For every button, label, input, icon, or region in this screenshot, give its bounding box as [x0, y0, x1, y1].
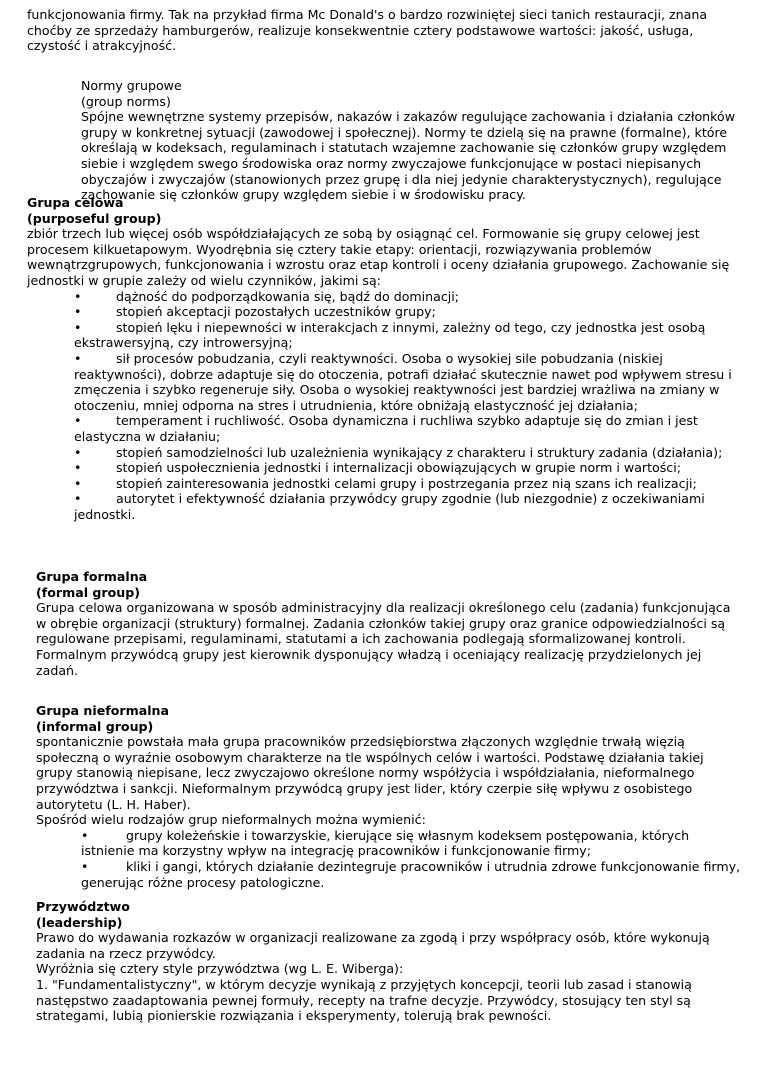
list-item — [74, 320, 743, 351]
formal-group-subtitle: (formal group) — [36, 584, 141, 600]
section-leadership — [36, 899, 744, 1024]
factor-text: dążność do podporządkowania się, bądź do dominacji; — [116, 288, 460, 304]
informal-type-text: kliki i gangi, których działanie dezintegruje pracowników i utrudnia zdrowe funkcjonowanie firmy, generując różne procesy patologiczne. — [81, 858, 741, 890]
list-item — [74, 445, 743, 461]
informal-type-text: grupy koleżeńskie i towarzyskie, kierujące się własnym kodeksem postępowania, których istnienie ma korzystny wpływ na integrację pracowników i funkcjonowanie firmy; — [81, 827, 690, 859]
purposeful-group-body: zbiór trzech lub więcej osób współdziałających ze sobą by osiągnąć cel. Formowanie się grupy celowej jest procesem kilkuetapowym. Wyodrębnia się cztery takie etapy: orientacji, rozwiązywania problemów wewnątrzgrupowych, funkcjonowania i wzrostu oraz etap kontroli i oceny działania grupowego. Zachowanie się jednostki w grupie zależy od wielu czynników, jakimi są: — [27, 226, 730, 288]
list-item — [74, 289, 743, 305]
bullet-icon: • — [74, 413, 82, 429]
leadership-body: Prawo do wydawania rozkazów w organizacji realizowane za zgodą i przy współpracy osób, które wykonują zadania na rzecz przywódcy. — [36, 930, 710, 961]
list-item — [74, 491, 743, 522]
list-item — [74, 460, 743, 476]
formal-group-body: Grupa celowa organizowana w sposób administracyjny dla realizacji określonego celu (zadania) funkcjonująca w obrębie organizacji (struktury) formalnej. Zadania członków takiej grupy oraz granice odpowiedzialności są regulowane przepisami, regulaminami, statutami a ich zachowania podlegają sformalizowanej kontroli. Formalnym przywódcą grupy jest kierownik dysponujący władzą i oceniający realizację przydzielonych jej zadań. — [36, 600, 731, 678]
purposeful-group-title: Grupa celowa — [27, 195, 124, 210]
bullet-icon: • — [74, 304, 82, 320]
factor-text: stopień uspołecznienia jednostki i internalizacji obowiązujących w grupie norm i wartości; — [116, 460, 681, 476]
factor-text: stopień samodzielności lub uzależnienia wynikający z charakteru i struktury zadania (działania); — [116, 444, 723, 460]
informal-group-subtitle: (informal group) — [36, 718, 154, 734]
factor-text: stopień zainteresowania jednostki celami grupy i postrzegania przez nią szans ich realizacji; — [116, 475, 697, 491]
factor-text: temperament i ruchliwość. Osoba dynamiczna i ruchliwa szybko adaptuje się do zmian i jest elastyczna w działaniu; — [74, 413, 698, 444]
informal-group-types-intro: Spośród wielu rodzajów grup nieformalnych można wymienić: — [36, 812, 426, 828]
section-informal-group — [36, 703, 744, 890]
leadership-title: Przywództwo — [36, 899, 130, 914]
list-item — [74, 351, 743, 413]
factor-text: stopień akceptacji pozostałych uczestników grupy; — [116, 304, 436, 320]
intro-paragraph — [27, 7, 743, 54]
factor-text: stopień lęku i niepewności w interakcjach z innymi, zależny od tego, czy jednostka jest osobą ekstrawersyjną, czy introwersyjną; — [74, 319, 706, 351]
group-norms-title: Normy grupowe — [81, 78, 182, 93]
bullet-icon: • — [74, 350, 82, 366]
leadership-subtitle: (leadership) — [36, 914, 123, 930]
list-item — [81, 828, 744, 859]
section-group-norms — [81, 78, 745, 203]
bullet-icon: • — [74, 475, 82, 491]
bullet-icon: • — [74, 460, 82, 476]
informal-group-title: Grupa nieformalna — [36, 703, 169, 718]
bullet-icon: • — [74, 491, 82, 507]
list-item — [81, 859, 744, 890]
factor-text: sił procesów pobudzania, czyli reaktywności. Osoba o wysokiej sile pobudzania (niskiej reaktywności), dobrze adaptuje się do otoczenia, potrafi działać skutecznie nawet pod wpływem stresu i zmęczenia i szybko regeneruje siły. Osoba o wysokiej reaktywności jest bardziej wrażliwa na zmiany w otoczeniu, mniej odporna na stres i utrudnienia, które obniżają elastyczność jej działania; — [74, 350, 732, 413]
bullet-icon: • — [74, 444, 82, 460]
factors-list — [74, 289, 743, 523]
formal-group-title: Grupa formalna — [36, 569, 148, 584]
list-item — [74, 413, 743, 444]
leadership-style-1: 1. "Fundamentalistyczny", w którym decyzje wynikają z przyjętych koncepcji, teorii lub zasad i stanowią następstwo zaadaptowania pewnej formuły, recepty na trafne decyzje. Przywódcy, stosujący ten styl są strategami, lubią pionierskie rozwiązania i eksperymenty, tolerują brak pewności. — [36, 976, 692, 1024]
bullet-icon: • — [81, 858, 89, 874]
group-norms-subtitle: (group norms) — [81, 93, 171, 109]
list-item — [74, 476, 743, 492]
factor-text: autorytet i efektywność działania przywódcy grupy zgodnie (lub niezgodnie) z oczekiwaniami jednostki. — [74, 491, 705, 522]
bullet-icon: • — [74, 288, 82, 304]
informal-types-list — [81, 828, 744, 890]
section-purposeful-group — [27, 195, 743, 522]
informal-group-body: spontanicznie powstała mała grupa pracowników przedsiębiorstwa złączonych względnie trwałą więzią społeczną o wyraźnie osobowym charakterze na tle wspólnych celów i wartości. Podstawę działania takiej grupy stanowią niepisane, lecz zwyczajowo określone normy współżycia i współdziałania, nieformalnego przywództwa i sankcji. Nieformalnym przywódcą grupy jest lider, który czerpie siłę wpływu z osobistego autorytetu (L. H. Haber). — [36, 734, 704, 812]
bullet-icon: • — [74, 319, 82, 335]
purposeful-group-subtitle: (purposeful group) — [27, 210, 162, 226]
section-formal-group — [36, 569, 744, 678]
group-norms-body: Spójne wewnętrzne systemy przepisów, nakazów i zakazów regulujące zachowania i działania członków grupy w konkretnej sytuacji (zawodowej i społecznej). Normy te dzielą się na prawne (formalne), które określają w kodeksach, regulaminach i statutach wzajemne zachowanie się członków grupy względem siebie i względem swego środowiska oraz normy zwyczajowe funkcjonujące w postaci niepisanych obyczajów i zwyczajów (stanowionych przez grupę i dla niej jedynie charakterystycznych), regulujące zachowanie się członków grupy względem siebie i w środowisku pracy. — [81, 109, 736, 203]
list-item — [74, 304, 743, 320]
leadership-styles-intro: Wyróżnia się cztery style przywództwa (wg L. E. Wiberga): — [36, 961, 404, 977]
intro-text: funkcjonowania firmy. Tak na przykład firma Mc Donald's o bardzo rozwiniętej sieci tanich restauracji, znana choćby ze sprzedaży hamburgerów, realizuje konsekwentnie cztery podstawowe wartości: jakość, usługa, czystość i atrakcyjność. — [27, 7, 708, 54]
bullet-icon: • — [81, 827, 89, 843]
